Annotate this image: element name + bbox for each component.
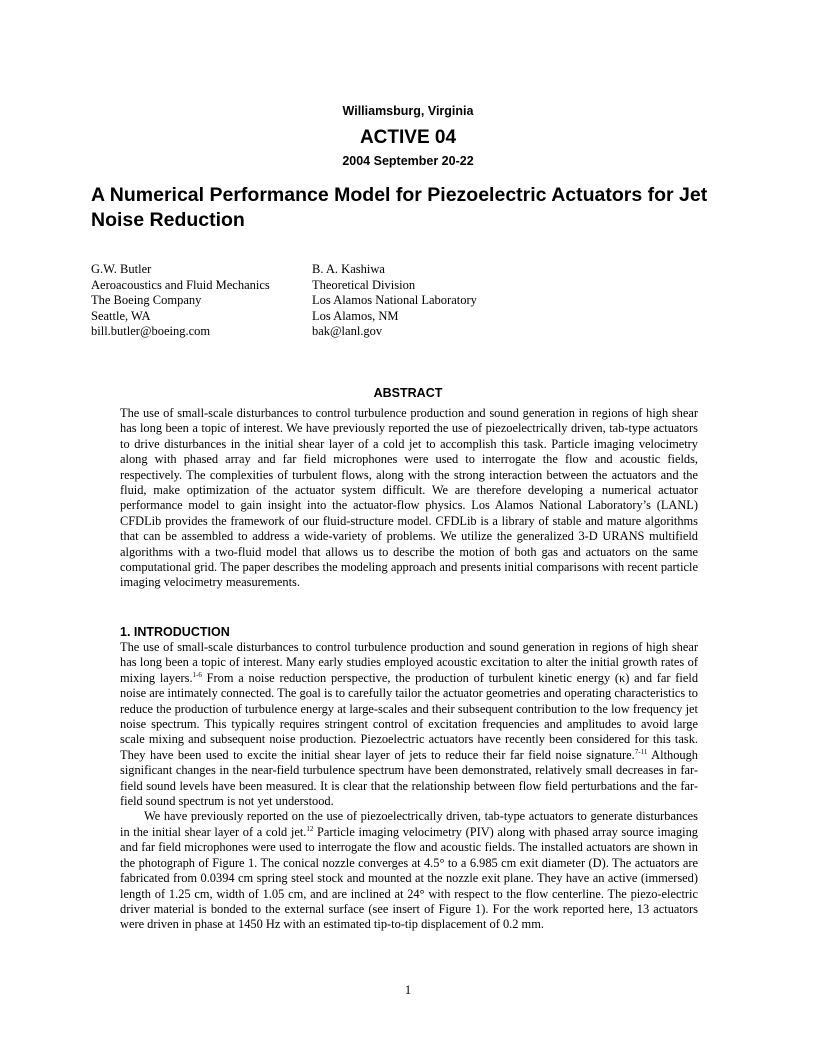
paragraph-text: From a noise reduction perspective, the production of turbulent kinetic energy (κ) and far field noise are intimately connected. The goal is to carefully tailor the actuator geometries and operating characteristics to reduce the production of turbulence energy at large-scales and their subsequent contribution to the low frequency jet noise spectrum. This typically requires stringent control of excitation frequencies and amplitudes to avoid large scale mixing and subsequent noise production. Piezoelectric actuators have recently been considered for this task. They have been used to excite the initial shear layer of jets to reduce their far field noise signature. — [120, 670, 699, 762]
author-name: B. A. Kashiwa — [312, 262, 385, 276]
author-location: Los Alamos, NM — [312, 308, 399, 323]
author-email: bill.butler@boeing.com — [91, 324, 211, 338]
page-number: 1 — [404, 983, 412, 997]
author-organization: Los Alamos National Laboratory — [312, 293, 477, 307]
author-block-kashiwa — [312, 262, 477, 340]
abstract-text: The use of small-scale disturbances to control turbulence production and sound generation in regions of high shear has long been a topic of interest. We have previously reported the use of piezoelectrically driven, tab-type actuators to drive disturbances in the initial shear layer of a cold jet to accomplish this task. Particle imaging velocimetry along with phased array and far field microphones were used to interrogate the flow and acoustic fields, respectively. The complexities of turbulent flows, along with the strong interaction between the actuators and the fluid, make optimization of the actuator system difficult. We are therefore developing a numerical actuator performance model to gain insight into the actuator-flow physics. Los Alamos National Laboratory’s (LANL) CFDLib provides the framework of our fluid-structure model. CFDLib is a library of stable and mature algorithms that can be assembled to address a wide-variety of problems. We utilize the generalized 3-D URANS multifield algorithms with a two-fluid model that allows us to describe the motion of both gas and actuators on the same computational grid. The paper describes the modeling approach and presents initial comparisons with recent particle imaging velocimetry measurements. — [120, 406, 698, 590]
paragraph-text: Although significant changes in the near-field turbulence spectrum have been demonstrated, relatively small decreases in far-field sound levels have been measured. It is clear that the relationship between flow field perturbations and the far-field sound spectrum is not yet understood. — [120, 747, 698, 809]
citation-superscript: 1-6 — [192, 670, 202, 679]
paper-title: A Numerical Performance Model for Piezoelectric Actuators for Jet Noise Reduction — [91, 184, 708, 231]
author-email: bak@lanl.gov — [312, 324, 383, 338]
paragraph-text: Particle imaging velocimetry (PIV) along with phased array source imaging and far field microphones were used to interrogate the flow and acoustic fields. The installed actuators are shown in the photograph of Figure 1. The conical nozzle converges at 4.5° to a 6.985 cm exit diameter (D). The actuators are fabricated from 0.0394 cm spring steel stock and mounted at the nozzle exit plane. They have an active (immersed) length of 1.25 cm, width of 1.05 cm, and are inclined at 24° with respect to the flow centerline. The piezo-electric driver material is bonded to the external surface (see insert of Figure 1). For the work reported here, 13 actuators were driven in phase at 1450 Hz with an estimated tip-to-tip displacement of 0.2 mm. — [120, 824, 698, 932]
conference-venue: Williamsburg, Virginia — [342, 104, 474, 118]
author-name: G.W. Butler — [91, 262, 152, 276]
author-department: Aeroacoustics and Fluid Mechanics — [91, 277, 270, 292]
author-location: Seattle, WA — [91, 308, 151, 323]
author-organization: The Boeing Company — [91, 293, 202, 307]
citation-superscript: 12 — [306, 824, 314, 833]
conference-dates: 2004 September 20-22 — [342, 154, 474, 168]
abstract-heading: ABSTRACT — [373, 386, 443, 400]
introduction-paragraph — [120, 640, 698, 809]
citation-superscript: 7-11 — [634, 747, 648, 756]
author-block-butler — [91, 262, 270, 340]
author-department: Theoretical Division — [312, 277, 416, 292]
introduction-body — [120, 640, 698, 933]
paragraph-text: The use of small-scale disturbances to control turbulence production and sound generation in regions of high shear has long been a topic of interest. Many early studies employed acoustic excitation to alter the initial growth rates of mixing layers. — [120, 640, 698, 685]
section-heading-introduction: 1. INTRODUCTION — [120, 625, 230, 639]
paragraph-text: We have previously reported on the use of piezoelectrically driven, tab-type actuators to generate disturbances in the initial shear layer of a cold jet. — [120, 809, 698, 839]
conference-name: ACTIVE 04 — [359, 127, 457, 148]
introduction-paragraph — [120, 809, 698, 932]
